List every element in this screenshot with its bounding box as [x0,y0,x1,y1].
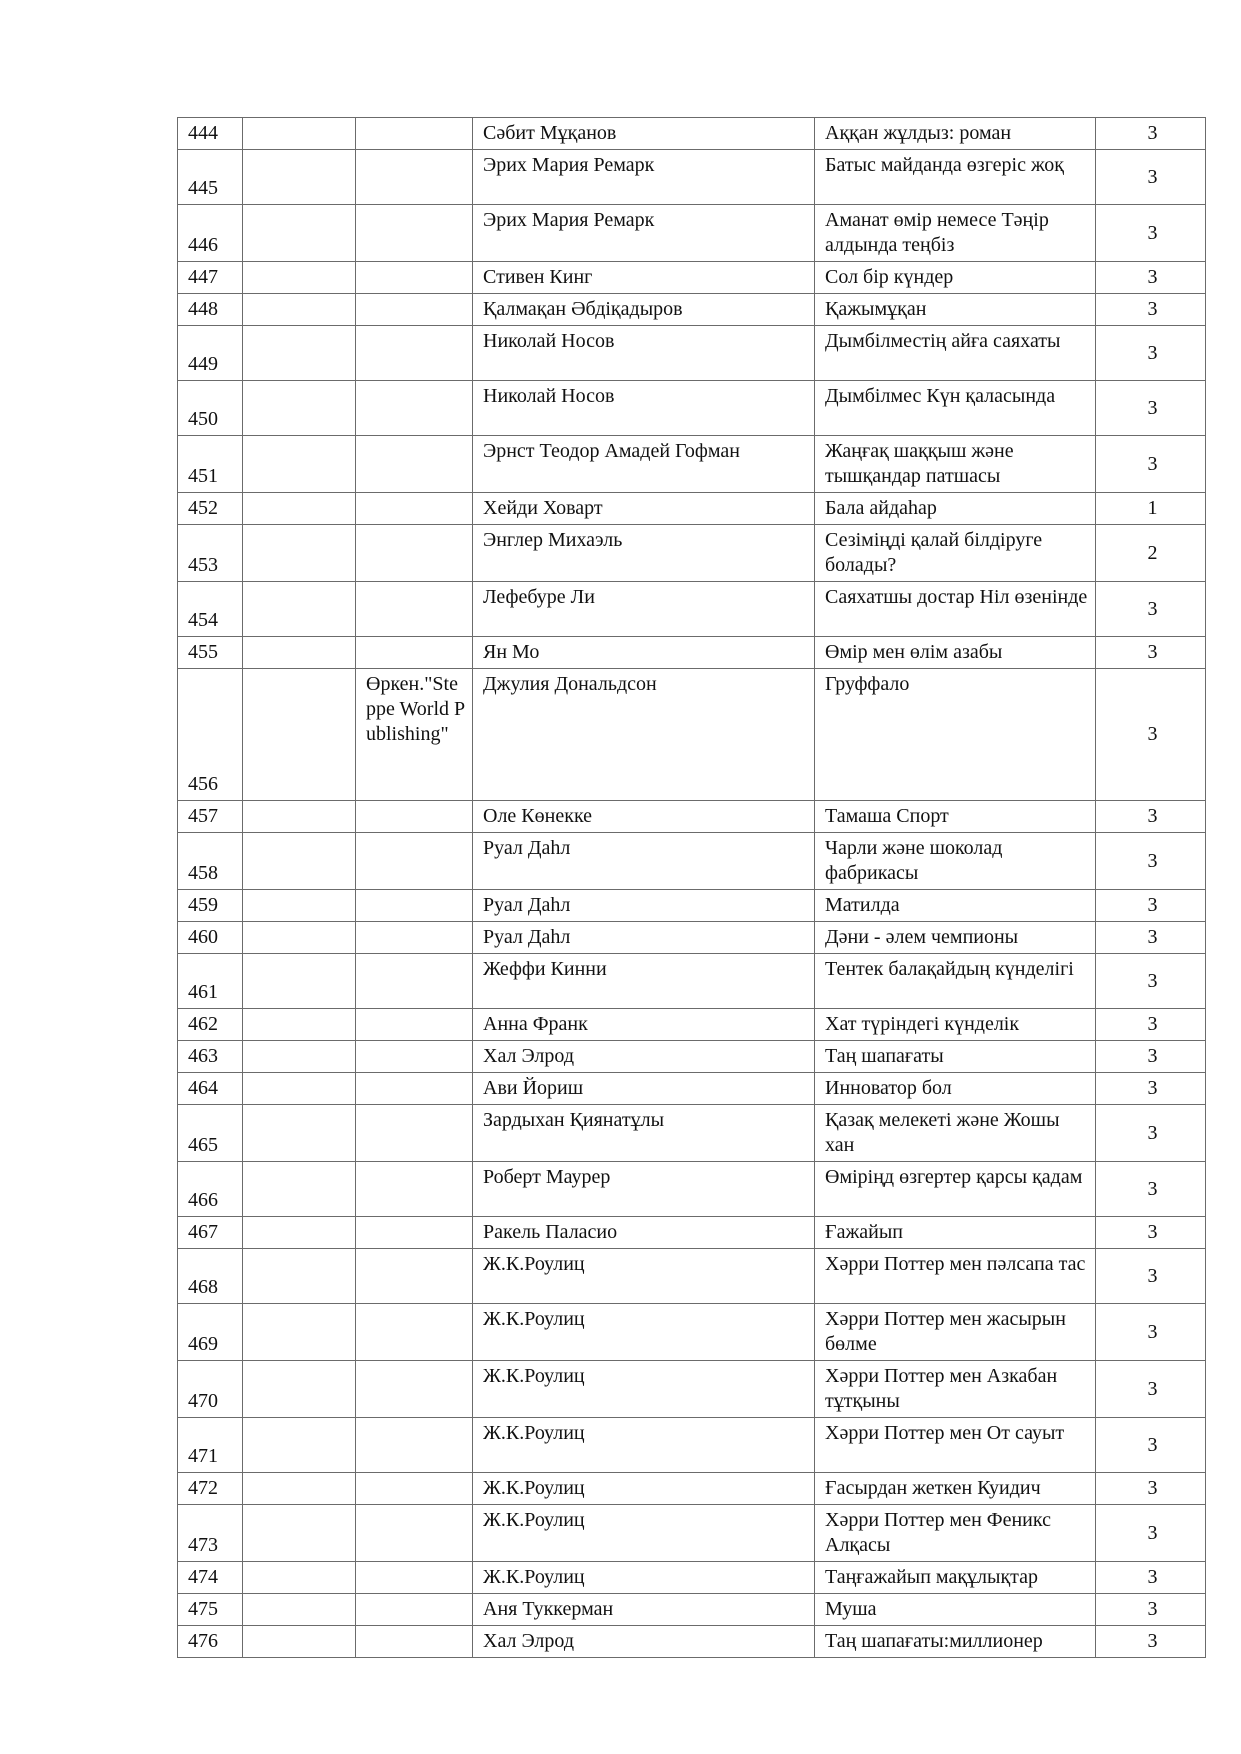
table-row [178,1418,1206,1473]
quantity-cell: 3 [1096,1505,1206,1562]
row-number: 470 [178,1361,243,1418]
author-cell: Руал Даһл [473,833,815,890]
blank-cell [243,637,356,669]
table-row [178,1249,1206,1304]
table-row [178,436,1206,493]
blank-cell [243,582,356,637]
author-cell: Ж.К.Роулиц [473,1418,815,1473]
row-number: 467 [178,1217,243,1249]
publisher-text: Өркен."Steppe World Publishing" [366,673,466,745]
title-cell: Тентек балақайдың күнделігі [815,954,1096,1009]
title-cell: Чарли және шоколад фабрикасы [815,833,1096,890]
publisher-cell [356,326,473,381]
author-cell: Хал Элрод [473,1041,815,1073]
title-cell: Аманат өмір немесе Тәңір алдында теңбіз [815,205,1096,262]
author-cell: Ж.К.Роулиц [473,1473,815,1505]
title-cell: Қазақ мелекеті және Жошы хан [815,1105,1096,1162]
table-row [178,205,1206,262]
row-number: 468 [178,1249,243,1304]
table-row [178,1041,1206,1073]
blank-cell [243,833,356,890]
quantity-cell: 3 [1096,326,1206,381]
blank-cell [243,1594,356,1626]
quantity-cell: 3 [1096,1361,1206,1418]
publisher-cell [356,1073,473,1105]
quantity-cell: 3 [1096,436,1206,493]
quantity-cell: 2 [1096,525,1206,582]
publisher-cell [356,954,473,1009]
row-number: 446 [178,205,243,262]
table-body [178,118,1206,1658]
title-cell: Өмір мен өлім азабы [815,637,1096,669]
quantity-cell: 3 [1096,954,1206,1009]
table-row [178,801,1206,833]
author-cell: Эрих Мария Ремарк [473,150,815,205]
blank-cell [243,1473,356,1505]
quantity-cell: 3 [1096,1073,1206,1105]
row-number: 461 [178,954,243,1009]
table-row [178,669,1206,801]
table-row [178,1594,1206,1626]
book-list-table [177,117,1206,1658]
author-cell: Лефебуре Ли [473,582,815,637]
title-cell: Хәрри Поттер мен жасырын бөлме [815,1304,1096,1361]
title-cell: Батыс майданда өзгеріс жоқ [815,150,1096,205]
author-cell: Ян Мо [473,637,815,669]
quantity-cell: 3 [1096,150,1206,205]
table-row [178,1073,1206,1105]
row-number: 460 [178,922,243,954]
table-row [178,1217,1206,1249]
title-cell: Хәрри Поттер мен От сауыт [815,1418,1096,1473]
publisher-cell [356,294,473,326]
table-row [178,1473,1206,1505]
quantity-cell: 3 [1096,118,1206,150]
row-number: 450 [178,381,243,436]
publisher-cell [356,493,473,525]
table-row [178,326,1206,381]
title-cell: Инноватор бол [815,1073,1096,1105]
quantity-cell: 3 [1096,1418,1206,1473]
author-cell: Сәбит Мұқанов [473,118,815,150]
publisher-cell [356,801,473,833]
quantity-cell: 3 [1096,381,1206,436]
row-number: 466 [178,1162,243,1217]
publisher-cell [356,1473,473,1505]
table-row [178,1505,1206,1562]
quantity-cell: 3 [1096,1105,1206,1162]
blank-cell [243,118,356,150]
title-cell: Тамаша Спорт [815,801,1096,833]
row-number: 463 [178,1041,243,1073]
row-number: 465 [178,1105,243,1162]
author-cell: Ж.К.Роулиц [473,1249,815,1304]
author-cell: Ави Йориш [473,1073,815,1105]
blank-cell [243,1562,356,1594]
table-row [178,954,1206,1009]
blank-cell [243,1009,356,1041]
quantity-cell: 3 [1096,637,1206,669]
row-number: 452 [178,493,243,525]
blank-cell [243,1626,356,1658]
author-cell: Хейди Ховарт [473,493,815,525]
author-cell: Руал Даһл [473,890,815,922]
author-cell: Эрих Мария Ремарк [473,205,815,262]
row-number: 474 [178,1562,243,1594]
table-row [178,582,1206,637]
author-cell: Джулия Дональдсон [473,669,815,801]
table-row [178,637,1206,669]
publisher-cell [356,1418,473,1473]
author-cell: Николай Носов [473,381,815,436]
author-cell: Зардыхан Қиянатұлы [473,1105,815,1162]
publisher-cell [356,890,473,922]
title-cell: Өміріңд өзгертер қарсы қадам [815,1162,1096,1217]
row-number: 464 [178,1073,243,1105]
publisher-cell [356,1105,473,1162]
quantity-cell: 3 [1096,669,1206,801]
row-number: 445 [178,150,243,205]
title-cell: Ғасырдан жеткен Куидич [815,1473,1096,1505]
publisher-cell [356,436,473,493]
table-row [178,381,1206,436]
publisher-cell [356,1304,473,1361]
quantity-cell: 3 [1096,582,1206,637]
author-cell: Қалмақан Әбдіқадыров [473,294,815,326]
title-cell: Қажымұқан [815,294,1096,326]
title-cell: Дымбілмес Күн қаласында [815,381,1096,436]
author-cell: Энглер Михаэль [473,525,815,582]
quantity-cell: 3 [1096,1473,1206,1505]
quantity-cell: 3 [1096,833,1206,890]
blank-cell [243,1073,356,1105]
row-number: 453 [178,525,243,582]
table-row [178,262,1206,294]
publisher-cell [356,922,473,954]
table-row [178,493,1206,525]
author-cell: Анна Франк [473,1009,815,1041]
quantity-cell: 3 [1096,1304,1206,1361]
title-cell: Хәрри Поттер мен пәлсапа тас [815,1249,1096,1304]
blank-cell [243,326,356,381]
quantity-cell: 3 [1096,922,1206,954]
blank-cell [243,954,356,1009]
blank-cell [243,1418,356,1473]
table-row [178,1162,1206,1217]
author-cell: Стивен Кинг [473,262,815,294]
table-row [178,1304,1206,1361]
blank-cell [243,1105,356,1162]
publisher-cell [356,1361,473,1418]
author-cell: Руал Даһл [473,922,815,954]
quantity-cell: 1 [1096,493,1206,525]
title-cell: Сезіміңді қалай білдіруге болады? [815,525,1096,582]
publisher-cell [356,833,473,890]
blank-cell [243,150,356,205]
row-number: 472 [178,1473,243,1505]
blank-cell [243,262,356,294]
title-cell: Сол бір күндер [815,262,1096,294]
publisher-cell [356,637,473,669]
blank-cell [243,205,356,262]
blank-cell [243,525,356,582]
blank-cell [243,1249,356,1304]
row-number: 444 [178,118,243,150]
row-number: 449 [178,326,243,381]
publisher-cell [356,1217,473,1249]
publisher-cell [356,1505,473,1562]
title-cell: Хәрри Поттер мен Феникс Алқасы [815,1505,1096,1562]
author-cell: Эрнст Теодор Амадей Гофман [473,436,815,493]
publisher-cell [356,150,473,205]
blank-cell [243,1162,356,1217]
author-cell: Ракель Паласио [473,1217,815,1249]
publisher-cell [356,582,473,637]
row-number: 448 [178,294,243,326]
table-row [178,150,1206,205]
table-row [178,294,1206,326]
author-cell: Хал Элрод [473,1626,815,1658]
title-cell: Саяхатшы достар Ніл өзенінде [815,582,1096,637]
row-number: 469 [178,1304,243,1361]
quantity-cell: 3 [1096,890,1206,922]
blank-cell [243,381,356,436]
title-cell: Дымбілместің айға саяхаты [815,326,1096,381]
quantity-cell: 3 [1096,1626,1206,1658]
author-cell: Ж.К.Роулиц [473,1562,815,1594]
quantity-cell: 3 [1096,205,1206,262]
title-cell: Муша [815,1594,1096,1626]
publisher-cell [356,262,473,294]
quantity-cell: 3 [1096,1249,1206,1304]
blank-cell [243,1505,356,1562]
title-cell: Таң шапағаты:миллионер [815,1626,1096,1658]
publisher-cell [356,1594,473,1626]
publisher-cell [356,669,473,801]
author-cell: Аня Туккерман [473,1594,815,1626]
title-cell: Таңғажайып мақұлықтар [815,1562,1096,1594]
table-row [178,890,1206,922]
blank-cell [243,436,356,493]
title-cell: Таң шапағаты [815,1041,1096,1073]
table-row [178,922,1206,954]
table-row [178,1626,1206,1658]
author-cell: Ж.К.Роулиц [473,1505,815,1562]
author-cell: Жеффи Кинни [473,954,815,1009]
publisher-cell [356,1626,473,1658]
row-number: 458 [178,833,243,890]
quantity-cell: 3 [1096,262,1206,294]
blank-cell [243,801,356,833]
row-number: 457 [178,801,243,833]
blank-cell [243,1304,356,1361]
table-row [178,1361,1206,1418]
quantity-cell: 3 [1096,1162,1206,1217]
title-cell: Жаңғақ шаққыш және тышқандар патшасы [815,436,1096,493]
row-number: 476 [178,1626,243,1658]
publisher-cell [356,205,473,262]
title-cell: Хат түріндегі күнделік [815,1009,1096,1041]
publisher-cell [356,118,473,150]
publisher-cell [356,1041,473,1073]
blank-cell [243,922,356,954]
publisher-cell [356,1162,473,1217]
blank-cell [243,1041,356,1073]
quantity-cell: 3 [1096,1217,1206,1249]
blank-cell [243,669,356,801]
row-number: 471 [178,1418,243,1473]
author-cell: Роберт Маурер [473,1162,815,1217]
quantity-cell: 3 [1096,1041,1206,1073]
table-row [178,118,1206,150]
title-cell: Дәни - әлем чемпионы [815,922,1096,954]
row-number: 456 [178,669,243,801]
title-cell: Груффало [815,669,1096,801]
quantity-cell: 3 [1096,1594,1206,1626]
row-number: 459 [178,890,243,922]
row-number: 455 [178,637,243,669]
row-number: 475 [178,1594,243,1626]
quantity-cell: 3 [1096,294,1206,326]
blank-cell [243,890,356,922]
title-cell: Аққан жұлдыз: роман [815,118,1096,150]
publisher-cell [356,1009,473,1041]
quantity-cell: 3 [1096,1562,1206,1594]
title-cell: Бала айдаһар [815,493,1096,525]
table-row [178,525,1206,582]
row-number: 447 [178,262,243,294]
table-row [178,1009,1206,1041]
blank-cell [243,493,356,525]
blank-cell [243,1361,356,1418]
table-row [178,1562,1206,1594]
table-row [178,1105,1206,1162]
table-row [178,833,1206,890]
row-number: 462 [178,1009,243,1041]
title-cell: Матилда [815,890,1096,922]
publisher-cell [356,1562,473,1594]
quantity-cell: 3 [1096,1009,1206,1041]
row-number: 454 [178,582,243,637]
blank-cell [243,1217,356,1249]
row-number: 473 [178,1505,243,1562]
publisher-cell [356,525,473,582]
author-cell: Николай Носов [473,326,815,381]
row-number: 451 [178,436,243,493]
author-cell: Оле Көнекке [473,801,815,833]
title-cell: Ғажайып [815,1217,1096,1249]
author-cell: Ж.К.Роулиц [473,1361,815,1418]
author-cell: Ж.К.Роулиц [473,1304,815,1361]
title-cell: Хәрри Поттер мен Азкабан тұтқыны [815,1361,1096,1418]
blank-cell [243,294,356,326]
publisher-cell [356,1249,473,1304]
quantity-cell: 3 [1096,801,1206,833]
publisher-cell [356,381,473,436]
